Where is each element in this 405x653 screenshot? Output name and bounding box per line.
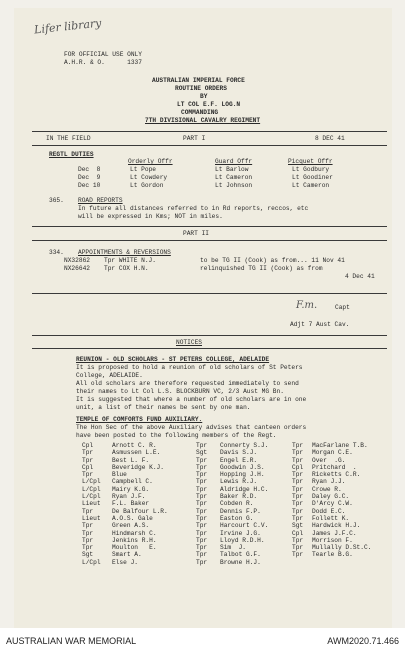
canteen-recipient (292, 493, 371, 500)
canteen-recipient (196, 493, 268, 500)
notices-heading: NOTICES (176, 339, 202, 346)
canteen-recipient (82, 515, 168, 522)
canteen-recipient (82, 559, 168, 566)
duties-col-picquet: Picquet Offr (288, 158, 333, 165)
recipient-rank: Tpr (82, 529, 94, 537)
recipient-name: Else J. (112, 558, 138, 566)
canteen-recipient (196, 442, 268, 449)
canteen-recipient (292, 508, 371, 515)
recipient-rank: Tpr (292, 442, 304, 449)
member-name: Tpr WHITE N.J. (104, 257, 156, 264)
reunion-text: their names to Lt Col L.S. BLOCKBURN VC, 2/3 Aust MG Bn. (76, 388, 284, 395)
reunion-text: It is proposed to hold a reunion of old scholars of St Peters (76, 364, 303, 371)
recipient-rank: Sgt (196, 449, 208, 457)
recipient-name: Ryan J.J. (312, 478, 346, 486)
recipient-name: Dodd E.C. (312, 507, 346, 515)
recipient-rank: Tpr (196, 456, 208, 464)
duty-date: Dec 8 (78, 166, 101, 173)
signature-rank: Capt (335, 304, 350, 311)
recipient-rank: Tpr (82, 507, 94, 515)
recipient-name: Baker R.D. (220, 493, 258, 501)
recipient-rank: Tpr (292, 449, 304, 457)
recipient-name: Sim J. (220, 544, 246, 552)
title-line-3: BY (200, 93, 208, 100)
reunion-text: It is suggested that where a number of old scholars are in one (76, 396, 307, 403)
appointment-action: to be TG II (Cook) as from... 11 Nov 41 (200, 257, 345, 264)
recipient-name: Ricketts C.R. (312, 471, 361, 479)
recipient-rank: Sgt (292, 522, 304, 530)
recipient-name: Aldridge H.C. (220, 485, 269, 493)
recipient-rank: Tpr (196, 536, 208, 544)
canteen-recipient (196, 486, 268, 493)
recipient-rank: Lieut (82, 500, 101, 508)
duty-orderly: Lt Cowdery (130, 174, 168, 181)
recipient-name: Lewis R.J. (220, 478, 258, 486)
canteen-recipient (196, 530, 268, 537)
recipient-rank: Tpr (292, 493, 304, 501)
reference-number: A.H.R. & O. 1337 (64, 59, 142, 66)
recipient-name: MacFarlane T.B. (312, 442, 368, 449)
recipient-name: De Balfour L.R. (112, 507, 168, 515)
recipient-rank: Tpr (292, 471, 304, 479)
recipient-name: Daley G.C. (312, 493, 350, 501)
names-column-2 (196, 442, 268, 566)
recipient-name: Easton G. (220, 514, 254, 522)
recipient-rank: L/Cpl (82, 485, 101, 493)
canteen-recipient (82, 442, 168, 449)
recipient-name: Goodwin J.S. (220, 463, 265, 471)
duties-heading: REGTL DUTIES (49, 151, 94, 158)
recipient-rank: Tpr (292, 500, 304, 508)
canteen-recipient (292, 515, 371, 522)
duty-picquet: Lt Goodiner (292, 174, 333, 181)
reunion-text: All old scholars are therefore requested immediately to send (76, 380, 299, 387)
recipient-name: Browne H.J. (220, 558, 261, 566)
recipient-rank: Tpr (196, 463, 208, 471)
recipient-rank: Tpr (292, 544, 304, 552)
canteen-recipient (292, 537, 371, 544)
divider (32, 240, 387, 241)
canteen-recipient (196, 449, 268, 456)
recipient-rank: Cpl (82, 442, 94, 449)
canteen-recipient (292, 522, 371, 529)
recipient-name: Beveridge K.J. (112, 463, 164, 471)
recipient-rank: Tpr (196, 478, 208, 486)
canteen-recipient (292, 457, 371, 464)
recipient-rank: Tpr (196, 471, 208, 479)
duty-orderly: Lt Gordon (130, 182, 164, 189)
canteen-recipient (196, 537, 268, 544)
canteen-recipient (196, 478, 268, 485)
canteen-recipient (292, 442, 371, 449)
canteen-recipient (292, 551, 371, 558)
duties-col-guard: Guard Offr (215, 158, 253, 165)
security-marking: FOR OFFICIAL USE ONLY (64, 51, 142, 58)
duty-guard: Lt Cameron (215, 174, 253, 181)
canteen-recipient (196, 500, 268, 507)
canteen-recipient (292, 486, 371, 493)
recipient-rank: Tpr (292, 478, 304, 486)
recipient-rank: Tpr (196, 522, 208, 530)
canteen-recipient (82, 457, 168, 464)
canteen-recipient (82, 478, 168, 485)
canteen-recipient (82, 500, 168, 507)
recipient-name: Mairy K.G. (112, 485, 150, 493)
recipient-name: Arnott C. R. (112, 442, 157, 449)
duties-col-orderly: Orderly Offr (128, 158, 173, 165)
duty-guard: Lt Barlow (215, 166, 249, 173)
recipient-name: Green A.S. (112, 522, 150, 530)
canteen-text: The Hon Sec of the above Auxiliary advises that canteen orders (76, 424, 307, 431)
canteen-recipient (82, 530, 168, 537)
canteen-recipient (82, 551, 168, 558)
canteen-recipient (196, 515, 268, 522)
item-number: 334. (49, 249, 64, 256)
duty-guard: Lt Johnson (215, 182, 253, 189)
service-number: NX32862 (64, 257, 90, 264)
title-line-6: 7TH DIVISIONAL CAVALRY REGIMENT (145, 117, 261, 124)
recipient-rank: Tpr (292, 514, 304, 522)
recipient-rank: Tpr (196, 514, 208, 522)
recipient-rank: Tpr (196, 544, 208, 552)
recipient-name: Connerty S.J. (220, 442, 269, 449)
title-line-1: AUSTRALIAN IMPERIAL FORCE (152, 77, 245, 84)
recipient-name: Engel E.R. (220, 456, 258, 464)
title-line-4: LT COL E.F. LOG.N (177, 101, 241, 108)
canteen-recipient (82, 471, 168, 478)
recipient-rank: Tpr (292, 456, 304, 464)
divider (32, 348, 387, 349)
duty-picquet: Lt Cameron (292, 182, 330, 189)
recipient-name: Harcourt C.V. (220, 522, 269, 530)
divider (32, 131, 387, 132)
item-text: will be expressed in Kms; NOT in miles. (78, 213, 223, 220)
recipient-rank: Cpl (82, 463, 94, 471)
canteen-recipient (82, 522, 168, 529)
canteen-recipient (196, 551, 268, 558)
recipient-name: Morrison F. (312, 536, 353, 544)
canteen-recipient (292, 478, 371, 485)
recipient-name: Talbot G.F. (220, 551, 261, 559)
recipient-name: Lloyd R.D.H. (220, 536, 265, 544)
item-heading: ROAD REPORTS (78, 197, 123, 204)
appointment-action: relinquished TG II (Cook) as from (200, 265, 323, 272)
item-text: In future all distances referred to in Rd reports, reccos, etc (78, 205, 309, 212)
recipient-name: Moulton E. (112, 544, 157, 552)
divider (32, 335, 387, 336)
service-number: NX26642 (64, 265, 90, 272)
recipient-rank: Cpl (292, 529, 304, 537)
canteen-recipient (292, 449, 371, 456)
reunion-heading: REUNION - OLD SCHOLARS - ST PETERS COLLEGE, ADELAIDE (76, 356, 270, 363)
recipient-name: Follett K. (312, 514, 350, 522)
recipient-name: Hindmarsh C. (112, 529, 157, 537)
recipient-rank: Tpr (82, 456, 94, 464)
recipient-name: James J.F.C. (312, 529, 357, 537)
recipient-name: Over .G. (312, 456, 346, 464)
recipient-name: Asmussen L.E. (112, 449, 161, 457)
canteen-recipient (196, 559, 268, 566)
recipient-name: D'Arcy C.W. (312, 500, 353, 508)
canteen-recipient (196, 471, 268, 478)
recipient-rank: L/Cpl (82, 493, 101, 501)
canteen-recipient (292, 471, 371, 478)
recipient-rank: Tpr (292, 551, 304, 559)
recipient-rank: Cpl (292, 463, 304, 471)
signature-scrawl: F.m. (296, 300, 318, 311)
recipient-name: Pritchard . (312, 463, 357, 471)
canteen-recipient (82, 508, 168, 515)
item-number: 365. (49, 197, 64, 204)
recipient-rank: Tpr (292, 507, 304, 515)
part2-label: PART II (183, 230, 209, 237)
names-column-3 (292, 442, 371, 559)
divider (32, 293, 387, 294)
recipient-name: Hardwick H.J. (312, 522, 361, 530)
duty-date: Dec 10 (78, 182, 101, 189)
item-heading: APPOINTMENTS & REVERSIONS (78, 249, 171, 256)
recipient-name: Smart A. (112, 551, 142, 559)
recipient-name: A.O.S. Gale (112, 514, 153, 522)
title-line-5: COMMANDING (181, 109, 219, 116)
canteen-recipient (196, 522, 268, 529)
appointment-action: 4 Dec 41 (345, 273, 375, 280)
canteen-recipient (196, 464, 268, 471)
recipient-rank: L/Cpl (82, 478, 101, 486)
reunion-text: College, ADELAIDE. (76, 372, 143, 379)
recipient-name: Hopping J.H. (220, 471, 265, 479)
canteen-recipient (82, 493, 168, 500)
recipient-rank: Tpr (196, 442, 208, 449)
recipient-rank: Tpr (196, 551, 208, 559)
recipient-name: Dennis F.P. (220, 507, 261, 515)
location: IN THE FIELD (46, 135, 91, 142)
canteen-text: have been posted to the following members of the Regt. (76, 432, 277, 439)
duty-date: Dec 9 (78, 174, 101, 181)
recipient-rank: Tpr (82, 471, 94, 479)
handwritten-note: Lifer library (33, 16, 103, 37)
divider (32, 145, 387, 146)
canteen-recipient (82, 537, 168, 544)
canteen-recipient (196, 544, 268, 551)
recipient-rank: Tpr (196, 558, 208, 566)
recipient-name: Crowe R. (312, 485, 342, 493)
reunion-text: unit, a list of their names be sent by one man. (76, 404, 251, 411)
part1-label: PART I (183, 135, 206, 142)
recipient-rank: Tpr (196, 500, 208, 508)
recipient-rank: Tpr (82, 544, 94, 552)
recipient-rank: Tpr (292, 485, 304, 493)
signature-title: Adjt 7 Aust Cav. (290, 321, 350, 328)
recipient-name: Mullally D.St.C. (312, 544, 372, 552)
recipient-name: Davis S.J. (220, 449, 258, 457)
recipient-rank: Tpr (196, 507, 208, 515)
member-name: Tpr COX H.N. (104, 265, 149, 272)
recipient-rank: L/Cpl (82, 558, 101, 566)
recipient-name: Blue (112, 471, 135, 479)
recipient-rank: Sgt (82, 551, 94, 559)
canteen-recipient (82, 486, 168, 493)
divider (32, 226, 387, 227)
order-date: 8 DEC 41 (315, 135, 345, 142)
footer-bar (0, 628, 405, 653)
duty-picquet: Lt Godbury (292, 166, 330, 173)
canteen-recipient (292, 530, 371, 537)
recipient-name: Tearle B.G. (312, 551, 353, 559)
recipient-name: Jenkins R.H. (112, 536, 157, 544)
canteen-recipient (196, 457, 268, 464)
recipient-name: F.L. Baker (112, 500, 150, 508)
title-line-2: ROUTINE ORDERS (175, 85, 227, 92)
canteen-recipient (292, 464, 371, 471)
footer-institution: AUSTRALIAN WAR MEMORIAL (6, 636, 137, 646)
recipient-name: Campbell C. (112, 478, 153, 486)
recipient-name: Ryan J.F. (112, 493, 146, 501)
canteen-heading: TEMPLE OF COMFORTS FUND AUXILIARY. (76, 416, 203, 423)
duty-orderly: Lt Pope (130, 166, 156, 173)
recipient-name: Best L. F. (112, 456, 150, 464)
recipient-rank: Lieut (82, 514, 101, 522)
footer-accession: AWM2020.71.466 (327, 636, 399, 646)
recipient-rank: Tpr (82, 536, 94, 544)
canteen-recipient (292, 544, 371, 551)
recipient-name: Morgan C.E. (312, 449, 353, 457)
canteen-recipient (292, 500, 371, 507)
recipient-rank: Tpr (82, 522, 94, 530)
recipient-rank: Tpr (196, 529, 208, 537)
names-column-1 (82, 442, 168, 566)
canteen-recipient (82, 544, 168, 551)
recipient-rank: Tpr (196, 485, 208, 493)
canteen-recipient (82, 449, 168, 456)
recipient-name: Cobden R. (220, 500, 254, 508)
recipient-name: Irvine J.G. (220, 529, 261, 537)
canteen-recipient (82, 464, 168, 471)
recipient-rank: Tpr (292, 536, 304, 544)
canteen-recipient (196, 508, 268, 515)
recipient-rank: Tpr (82, 449, 94, 457)
recipient-rank: Tpr (196, 493, 208, 501)
